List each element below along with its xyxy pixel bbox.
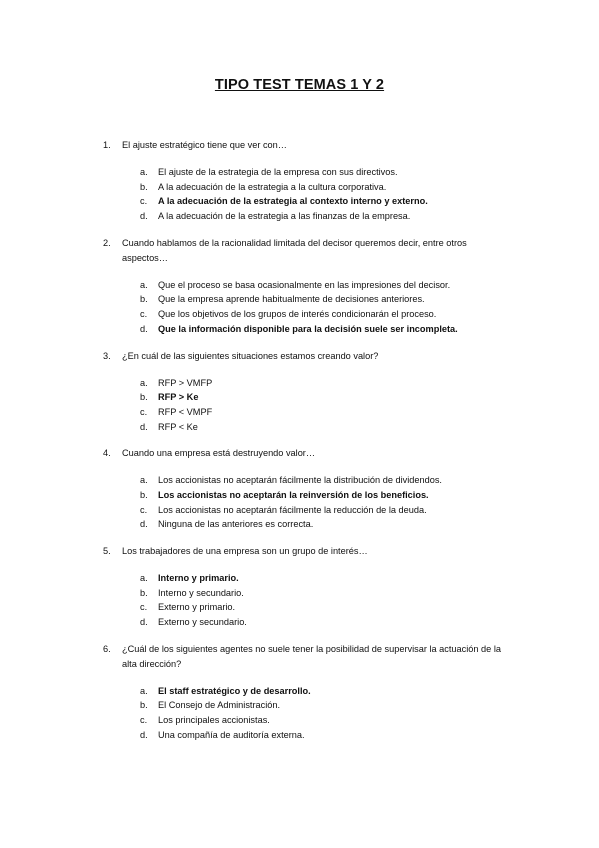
option-list	[0, 473, 599, 532]
option-letter: c.	[140, 715, 148, 726]
option-text: RFP < Ke	[158, 421, 198, 432]
option-item	[0, 209, 599, 224]
option-text: Los accionistas no aceptarán la reinversión de los beneficios.	[158, 489, 429, 500]
option-letter: c.	[140, 602, 148, 613]
option-correct	[0, 684, 599, 699]
option-correct	[0, 194, 599, 209]
option-item	[0, 713, 599, 728]
question-text: Cuando hablamos de la racionalidad limitada del decisor queremos decir, entre otros aspectos…	[122, 237, 467, 263]
option-text: El staff estratégico y de desarrollo.	[158, 685, 311, 696]
question-text: El ajuste estratégico tiene que ver con…	[122, 140, 287, 150]
option-text: Ninguna de las anteriores es correcta.	[158, 519, 314, 530]
option-correct	[0, 322, 599, 337]
option-letter: d.	[140, 211, 148, 222]
option-letter: b.	[140, 587, 148, 598]
option-text: Que los objetivos de los grupos de interés condicionarán el proceso.	[158, 309, 437, 320]
option-item	[0, 728, 599, 743]
option-letter: d.	[140, 729, 148, 740]
option-item	[0, 165, 599, 180]
option-correct	[0, 571, 599, 586]
option-letter: c.	[140, 309, 148, 320]
option-text: Los accionistas no aceptarán fácilmente la distribución de dividendos.	[158, 475, 442, 486]
option-text: RFP > Ke	[158, 392, 199, 403]
option-text: Que la información disponible para la decisión suele ser incompleta.	[158, 323, 458, 334]
option-letter: d.	[140, 617, 148, 628]
option-text: Que el proceso se basa ocasionalmente en las impresiones del decisor.	[158, 279, 451, 290]
option-letter: c.	[140, 196, 148, 207]
option-text: Interno y primario.	[158, 573, 239, 583]
option-letter: d.	[140, 323, 148, 334]
option-correct	[0, 488, 599, 503]
option-item	[0, 376, 599, 391]
option-letter: d.	[140, 519, 148, 530]
option-letter: b.	[140, 700, 148, 711]
option-text: A la adecuación de la estrategia al contexto interno y externo.	[158, 196, 428, 207]
option-item	[0, 292, 599, 307]
option-letter: a.	[140, 279, 148, 290]
option-item	[0, 473, 599, 488]
question-number: 5.	[103, 546, 111, 556]
option-item	[0, 503, 599, 518]
option-letter: a.	[140, 167, 148, 177]
option-text: El Consejo de Administración.	[158, 700, 281, 711]
option-letter: b.	[140, 489, 148, 500]
option-item	[0, 517, 599, 532]
question-number: 3.	[103, 350, 111, 361]
option-letter: c.	[140, 406, 148, 417]
option-correct	[0, 390, 599, 405]
question-number: 4.	[103, 448, 111, 459]
question-number: 2.	[103, 237, 111, 248]
option-text: Los principales accionistas.	[158, 715, 270, 726]
question-2	[0, 236, 599, 337]
option-list	[0, 376, 599, 435]
option-item	[0, 405, 599, 420]
option-item	[0, 698, 599, 713]
option-list	[0, 165, 599, 224]
option-item	[0, 307, 599, 322]
option-letter: b.	[140, 181, 148, 192]
option-letter: a.	[140, 685, 148, 696]
option-letter: a.	[140, 573, 148, 583]
option-letter: c.	[140, 504, 148, 515]
option-text: RFP < VMPF	[158, 406, 213, 417]
option-text: Externo y primario.	[158, 602, 236, 613]
question-4	[0, 446, 599, 532]
question-5	[0, 544, 599, 630]
option-letter: b.	[140, 294, 148, 305]
option-text: Que la empresa aprende habitualmente de decisiones anteriores.	[158, 294, 425, 305]
question-3	[0, 349, 599, 435]
option-letter: a.	[140, 475, 148, 486]
question-text: ¿Cuál de los siguientes agentes no suele tener la posibilidad de supervisar la actuación de la alta dirección?	[122, 643, 501, 669]
question-6	[0, 642, 599, 743]
question-text: Cuando una empresa está destruyendo valor…	[122, 448, 316, 459]
question-list	[0, 138, 599, 755]
option-list	[0, 684, 599, 743]
option-list	[0, 278, 599, 337]
question-text: ¿En cuál de las siguientes situaciones estamos creando valor?	[122, 350, 379, 361]
option-text: A la adecuación de la estrategia a la cultura corporativa.	[158, 181, 387, 192]
question-text: Los trabajadores de una empresa son un grupo de interés…	[122, 546, 368, 556]
option-list	[0, 571, 599, 630]
option-text: Interno y secundario.	[158, 587, 244, 598]
option-text: Una compañía de auditoría externa.	[158, 729, 305, 740]
option-text: Los accionistas no aceptarán fácilmente la reducción de la deuda.	[158, 504, 427, 515]
page-title: TIPO TEST TEMAS 1 Y 2	[214, 77, 385, 93]
option-text: RFP > VMFP	[158, 377, 213, 388]
option-text: Externo y secundario.	[158, 617, 247, 628]
option-text: A la adecuación de la estrategia a las finanzas de la empresa.	[158, 211, 411, 222]
option-text: El ajuste de la estrategia de la empresa con sus directivos.	[158, 167, 398, 177]
question-number: 6.	[103, 643, 111, 654]
option-letter: a.	[140, 377, 148, 388]
option-item	[0, 586, 599, 601]
question-1	[0, 138, 599, 224]
option-item	[0, 278, 599, 293]
question-number: 1.	[103, 140, 111, 150]
option-item	[0, 615, 599, 630]
option-item	[0, 180, 599, 195]
option-letter: b.	[140, 392, 148, 403]
option-item	[0, 600, 599, 615]
option-letter: d.	[140, 421, 148, 432]
option-item	[0, 420, 599, 435]
